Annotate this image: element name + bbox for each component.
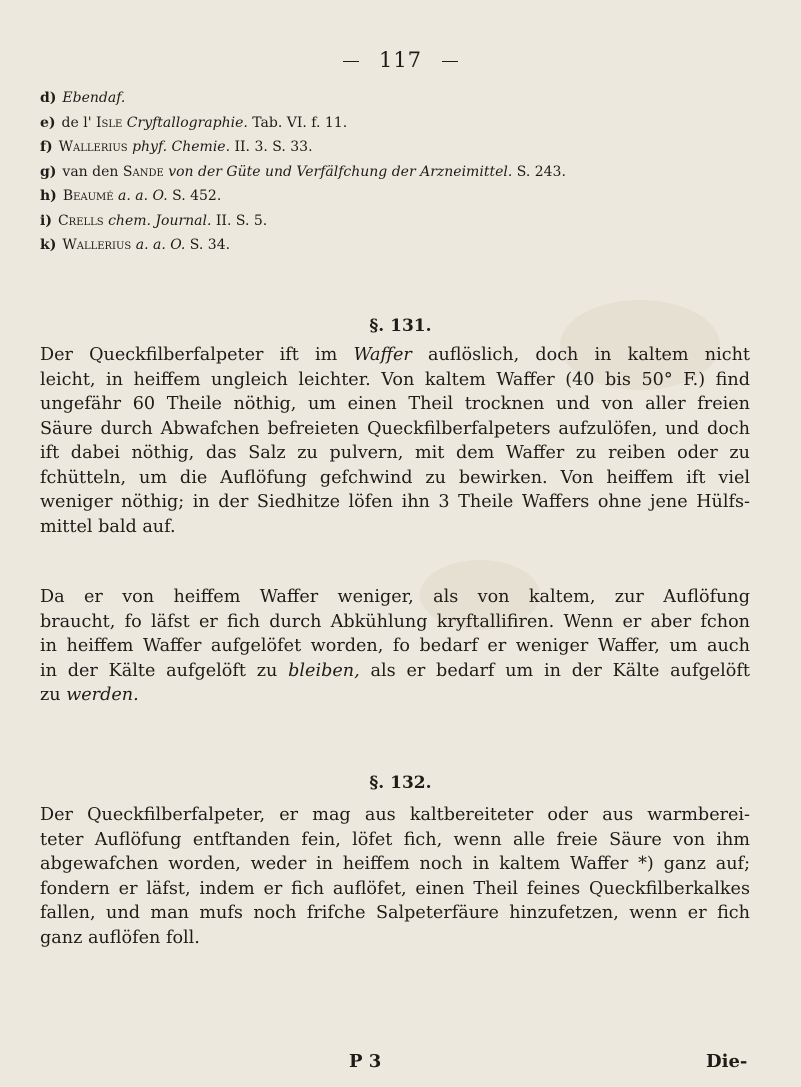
- footnote-title: Cryftallographie.: [126, 114, 248, 131]
- text-line: in heiffem Waffer aufgelöfet worden, fo bedarf er weniger Waffer, um auch: [40, 636, 750, 656]
- footnote-mark: g): [40, 163, 57, 180]
- text-line: abgewafchen worden, weder in heiffem noch in kaltem Waffer *) ganz auf;: [40, 854, 750, 874]
- footnote-ref: S. 452.: [172, 188, 222, 204]
- footnote-ref: Tab. VI. f. 11.: [252, 114, 348, 131]
- footnote-author: Sande: [122, 163, 164, 180]
- footnote-title: chem. Journal.: [108, 212, 212, 229]
- footnote-title: a. a. O.: [135, 237, 186, 253]
- text-line: ift dabei nöthig, das Salz zu pulvern, mit dem Waffer zu reiben oder zu: [40, 443, 750, 463]
- footnote: [40, 111, 740, 136]
- footnote: [40, 184, 740, 209]
- footnote-ref: S. 243.: [516, 163, 566, 180]
- footnote-ref: S. 34.: [189, 237, 231, 253]
- text-line: Da er von heiffem Waffer weniger, als von kaltem, zur Auflöfung: [40, 587, 750, 607]
- paragraph-1: [40, 343, 750, 539]
- text-line: braucht, fo läfst er fich durch Abkühlung kryftallifiren. Wenn er aber fchon: [40, 611, 750, 632]
- footnote-title: a. a. O.: [118, 188, 168, 204]
- text-line: fchütteln, um die Auflöfung gefchwind zu bewirken. Von heiffem ift viel: [40, 467, 750, 488]
- page-number-text: 117: [378, 48, 423, 72]
- right-dash: [442, 61, 458, 62]
- text-line: ganz auflöfen foll.: [40, 927, 200, 948]
- section-heading-131: §. 131.: [369, 316, 432, 336]
- footnote-ref: II. S. 5.: [215, 212, 268, 229]
- text-line: Der Queckfilberfalpeter, er mag aus kaltbereiteter oder aus warmberei-: [40, 805, 750, 825]
- footnote-title: Ebendaf.: [62, 90, 126, 106]
- footnote-ref: II. 3. S. 33.: [234, 139, 313, 155]
- section-heading-132: §. 132.: [369, 773, 432, 793]
- footnote-mark: e): [40, 114, 56, 131]
- footnote-mark: h): [40, 188, 57, 204]
- footnote-mark: d): [40, 90, 57, 106]
- paragraph-2: [40, 585, 750, 708]
- footnote: [40, 135, 740, 160]
- text-line: weniger nöthig; in der Siedhitze löfen ihn 3 Theile Waffers ohne jene Hülfs-: [40, 492, 750, 512]
- footnote: [40, 86, 740, 111]
- footnote-mark: i): [40, 212, 52, 229]
- footnote-author: Isle: [96, 114, 123, 131]
- footnote-title: von der Güte und Verfälfchung der Arzneimittel.: [168, 163, 513, 180]
- footnote: [40, 209, 740, 234]
- footnote-author: Wallerius: [62, 237, 132, 253]
- footnote-mark: k): [40, 237, 57, 253]
- paragraph-3: [40, 803, 750, 950]
- text-line: zu werden.: [40, 685, 139, 705]
- text-line: fallen, und man mufs noch frifche Salpeterfäure hinzufetzen, wenn er fich: [40, 903, 750, 923]
- left-dash: [343, 61, 359, 62]
- footnote-author: Beaumé: [62, 188, 114, 204]
- footnote-author: Wallerius: [58, 139, 128, 155]
- text-line: ungefähr 60 Theile nöthig, um einen Theil trocknen und von aller freien: [40, 394, 750, 414]
- text-line: Säure durch Abwafchen befreieten Queckfilberfalpeters aufzulöfen, und doch: [40, 418, 750, 439]
- footnote: [40, 233, 740, 258]
- footnote-list: [40, 86, 740, 258]
- footnote-author: Crells: [57, 212, 104, 229]
- footnote-prefix: de l': [61, 114, 92, 131]
- text-line: mittel bald auf.: [40, 516, 176, 537]
- text-line: teter Auflöfung entftanden fein, löfet fich, wenn alle freie Säure von ihm: [40, 829, 750, 850]
- text-line: fondern er läfst, indem er fich auflöfet, einen Theil feines Queckfilberkalkes: [40, 878, 750, 899]
- signature-mark: P 3: [349, 1051, 382, 1072]
- footnote-title: phyf. Chemie.: [132, 139, 231, 155]
- text-line: leicht, in heiffem ungleich leichter. Von kaltem Waffer (40 bis 50° F.) find: [40, 369, 750, 390]
- footnote-prefix: van den: [62, 163, 119, 180]
- footnote-mark: f): [40, 139, 53, 155]
- text-line: in der Kälte aufgelöft zu bleiben, als er bedarf um in der Kälte aufgelöft: [40, 660, 750, 681]
- text-line: Der Queckfilberfalpeter ift im Waffer auflöslich, doch in kaltem nicht: [40, 345, 750, 365]
- page-number: [0, 48, 801, 72]
- footnote: [40, 160, 740, 185]
- catchword: Die-: [706, 1051, 748, 1072]
